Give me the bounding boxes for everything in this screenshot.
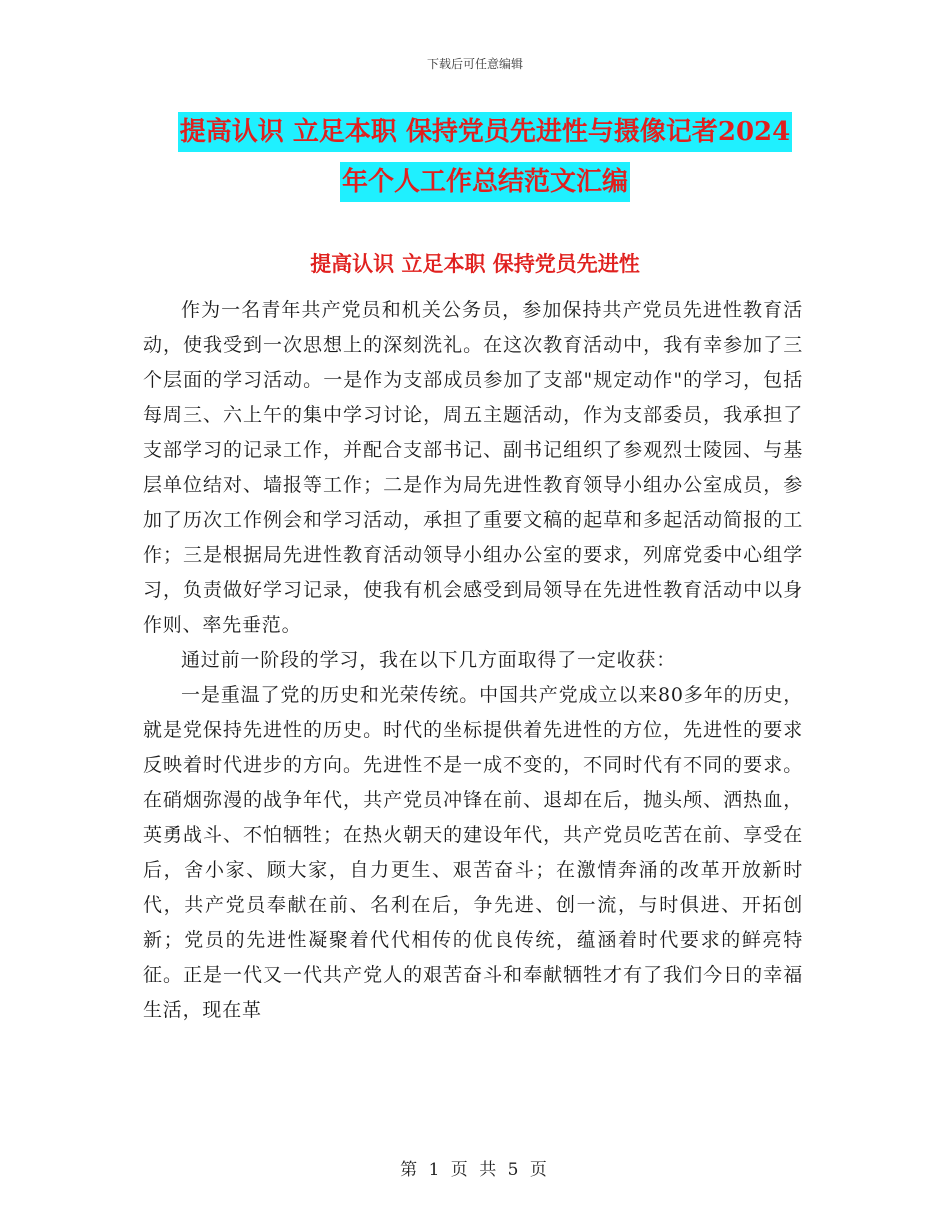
paragraph: 作为一名青年共产党员和机关公务员，参加保持共产党员先进性教育活动，使我受到一次思想上的深刻洗礼。在这次教育活动中，我有幸参加了三个层面的学习活动。一是作为支部成员参加了支部"规定动作"的学习，包括每周三、六上午的集中学习讨论，周五主题活动，作为支部委员，我承担了支部学习的记录工作，并配合支部书记、副书记组织了参观烈士陵园、与基层单位结对、墙报等工作；二是作为局先进性教育领导小组办公室成员，参加了历次工作例会和学习活动，承担了重要文稿的起草和多起活动简报的工作；三是根据局先进性教育活动领导小组办公室的要求，列席党委中心组学习，负责做好学习记录，使我有机会感受到局领导在先进性教育活动中以身作则、率先垂范。 <box>143 299 803 636</box>
title-line-2: 年个人工作总结范文汇编 <box>340 162 630 202</box>
section-title: 提高认识 立足本职 保持党员先进性 <box>310 251 640 276</box>
page-footer: 第 1 页 共 5 页 <box>400 1160 550 1180</box>
paragraph: 通过前一阶段的学习，我在以下几方面取得了一定收获： <box>181 649 677 671</box>
paragraph: 一是重温了党的历史和光荣传统。中国共产党成立以来80多年的历史，就是党保持先进性的历史。时代的坐标提供着先进性的方位，先进性的要求反映着时代进步的方向。先进性不是一成不变的，不同时代有不同的要求。在硝烟弥漫的战争年代，共产党员冲锋在前、退却在后，抛头颅、洒热血，英勇战斗、不怕牺牲；在热火朝天的建设年代，共产党员吃苦在前、享受在后，舍小家、顾大家，自力更生、艰苦奋斗；在激情奔涌的改革开放新时代，共产党员奉献在前、名利在后，争先进、创一流，与时俱进、开拓创新；党员的先进性凝聚着代代相传的优良传统，蕴涵着时代要求的鲜亮特征。正是一代又一代共产党人的艰苦奋斗和奉献牺牲才有了我们今日的幸福生活，现在革 <box>143 684 803 1021</box>
body-text <box>143 293 803 1028</box>
header-note: 下载后可任意编辑 <box>426 57 523 71</box>
document-title <box>140 112 830 202</box>
title-line-1: 提高认识 立足本职 保持党员先进性与摄像记者2024 <box>178 112 792 152</box>
